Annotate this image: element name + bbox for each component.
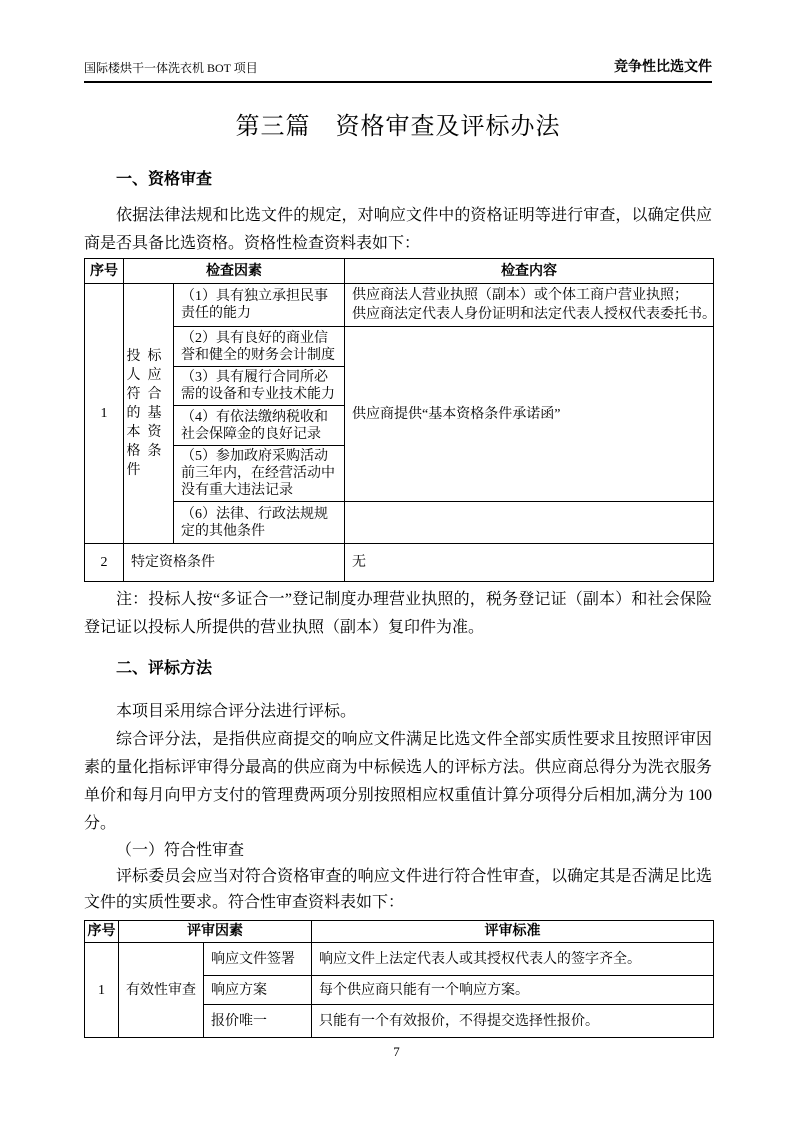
factor-cell-1: （1）具有独立承担民事责任的能力: [174, 284, 345, 327]
table-row: [85, 327, 714, 367]
col-header-check-content: 检查内容: [345, 259, 714, 284]
page-header: [84, 60, 712, 83]
factor-cell-signature: 响应文件签署: [204, 943, 312, 976]
page-content: [84, 109, 716, 1038]
section-2-heading: 二、评标方法: [116, 660, 213, 677]
table-header-row: [85, 921, 714, 943]
section-2-para-2: 综合评分法，是指供应商提交的响应文件满足比选文件全部实质性要求且按照评审因素的量化指标评审得分最高的供应商为中标候选人的评标方法。供应商总得分为洗衣服务单价和每月向甲方支付的管理费两项分别按照相应权重值计算分项得分后相加,满分为 100 分。: [84, 731, 712, 832]
factor-cell-unique-quote: 报价唯一: [204, 1005, 312, 1038]
section-1-note: 注：投标人按“多证合一”登记制度办理营业执照的，税务登记证（副本）和社会保险登记证以投标人所提供的营业执照（副本）复印件为准。: [84, 591, 712, 636]
qualification-check-table: [84, 258, 714, 582]
factor-cell-5: （5）参加政府采购活动前三年内，在经营活动中没有重大违法记录: [174, 446, 345, 502]
factor-cell-2: （2）具有良好的商业信誉和健全的财务会计制度: [174, 327, 345, 367]
table-row: [85, 544, 714, 582]
header-project-title: 国际楼烘干一体洗衣机 BOT 项目: [84, 61, 258, 75]
col-header-check-factor: 检查因素: [124, 259, 345, 284]
section-1-intro: 依据法律法规和比选文件的规定，对响应文件中的资格证明等进行审查，以确定供应商是否具备比选资格。资格性检查资料表如下：: [84, 207, 712, 252]
header-doc-type: 竞争性比选文件: [614, 60, 712, 75]
table-row: [85, 502, 714, 544]
serial-cell-1: 1: [85, 284, 124, 544]
group-cell-basic-qualification: [124, 284, 174, 544]
content-line: 供应商法定代表人身份证明和法定代表人授权代表委托书。: [352, 307, 716, 322]
factor-cell-3: （3）具有履行合同所必需的设备和专业技术能力: [174, 367, 345, 406]
group-cell-validity-review: 有效性审查: [119, 943, 204, 1038]
factor-cell-4: （4）有依法缴纳税收和社会保障金的良好记录: [174, 406, 345, 446]
serial-cell-2: 2: [85, 544, 124, 582]
vertical-text: 投标人应符合的基本资格条件: [126, 349, 169, 478]
section-1-heading: 一、资格审查: [116, 171, 213, 188]
serial-cell-1: 1: [85, 943, 119, 1038]
col-header-serial: 序号: [85, 259, 124, 284]
col-header-serial: 序号: [85, 921, 119, 943]
subsection-1-heading: （一）符合性审查: [116, 842, 245, 859]
col-header-review-standard: 评审标准: [312, 921, 714, 943]
content-cell-1: [345, 284, 714, 327]
factor-cell-specific: 特定资格条件: [124, 544, 345, 582]
content-cell-6: [345, 502, 714, 544]
factor-cell-response-plan: 响应方案: [204, 976, 312, 1005]
factor-cell-6: （6）法律、行政法规规定的其他条件: [174, 502, 345, 544]
subsection-1-intro: 评标委员会应当对符合资格审查的响应文件进行符合性审查，以确定其是否满足比选文件的实质性要求。符合性审查资料表如下：: [84, 868, 712, 911]
content-line: 供应商法人营业执照（副本）或个体工商户营业执照；: [352, 288, 688, 303]
standard-cell-signature: 响应文件上法定代表人或其授权代表人的签字齐全。: [312, 943, 714, 976]
table-row: [85, 943, 714, 976]
section-2-para-1: 本项目采用综合评分法进行评标。: [116, 703, 357, 720]
content-cell-specific: 无: [345, 544, 714, 582]
standard-cell-unique-quote: 只能有一个有效报价，不得提交选择性报价。: [312, 1005, 714, 1038]
document-title: 第三篇 资格审查及评标办法: [235, 114, 561, 140]
col-header-review-factor: 评审因素: [119, 921, 312, 943]
page-number: 7: [393, 1044, 400, 1059]
content-cell-2-5: 供应商提供“基本资格条件承诺函”: [345, 327, 714, 502]
table-header-row: [85, 259, 714, 284]
compliance-review-table: [84, 920, 714, 1038]
standard-cell-response-plan: 每个供应商只能有一个响应方案。: [312, 976, 714, 1005]
table-row: [85, 284, 714, 327]
